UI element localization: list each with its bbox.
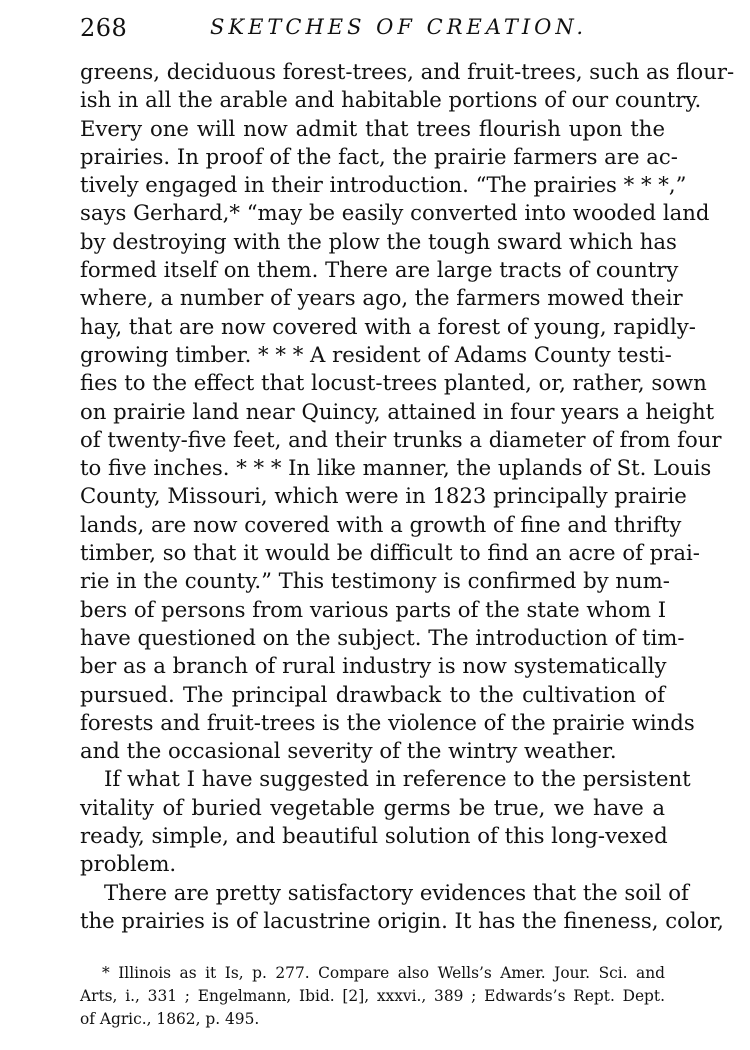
- text-line: the prairies is of lacustrine origin. It has the fineness, color,: [80, 907, 724, 933]
- text-line: bers of persons from various parts of the state whom I: [80, 596, 667, 622]
- text-line: vitality of buried vegetable germs be true, we have a: [80, 794, 665, 820]
- text-line: hay, that are now covered with a forest of young, rapidly-: [80, 313, 696, 339]
- text-line: There are pretty satisfactory evidences that the soil of: [104, 879, 689, 905]
- text-line: forests and fruit-trees is the violence of the prairie winds: [80, 709, 695, 735]
- footnote-line: Arts, i., 331 ; Engelmann, Ibid. [2], xxxvi., 389 ; Edwards’s Rept. Dept.: [80, 987, 665, 1005]
- text-line: by destroying with the plow the tough sward which has: [80, 228, 677, 254]
- page-number: 268: [80, 14, 128, 42]
- text-line: ish in all the arable and habitable portions of our country.: [80, 87, 702, 113]
- text-line: prairies. In proof of the fact, the prairie farmers are ac-: [80, 143, 678, 169]
- text-line: on prairie land near Quincy, attained in four years a height: [80, 398, 715, 424]
- footnote-line: * Illinois as it Is, p. 277. Compare also Wells’s Amer. Jour. Sci. and: [102, 964, 665, 982]
- text-line: greens, deciduous forest-trees, and fruit-trees, such as flour-: [80, 59, 735, 84]
- text-line: growing timber. * * * A resident of Adams County testi-: [80, 341, 672, 367]
- body-text: [80, 58, 735, 935]
- text-line: to five inches. * * * In like manner, the uplands of St. Louis: [80, 455, 712, 481]
- text-line: tively engaged in their introduction. “The prairies * * *,”: [80, 172, 687, 198]
- text-line: fies to the effect that locust-trees planted, or, rather, sown: [80, 370, 707, 396]
- text-line: ready, simple, and beautiful solution of this long-vexed: [80, 823, 668, 849]
- footnote: [80, 962, 665, 1031]
- text-line: rie in the county.” This testimony is confirmed by num-: [80, 568, 670, 594]
- footnote-line: of Agric., 1862, p. 495.: [80, 1010, 260, 1028]
- text-line: timber, so that it would be difficult to find an acre of prai-: [80, 540, 700, 566]
- running-title: SKETCHES OF CREATION.: [210, 15, 588, 39]
- text-line: of twenty-five feet, and their trunks a diameter of from four: [80, 426, 722, 452]
- text-line: says Gerhard,* “may be easily converted into wooded land: [80, 200, 710, 226]
- text-line: ber as a branch of rural industry is now systematically: [80, 653, 667, 679]
- text-line: formed itself on them. There are large tracts of country: [80, 257, 679, 283]
- text-line: Every one will now admit that trees flourish upon the: [80, 115, 665, 141]
- text-line: If what I have suggested in reference to the persistent: [104, 766, 691, 792]
- text-line: County, Missouri, which were in 1823 principally prairie: [80, 483, 687, 509]
- text-line: pursued. The principal drawback to the cultivation of: [80, 681, 665, 707]
- text-line: where, a number of years ago, the farmers mowed their: [80, 285, 683, 311]
- text-line: lands, are now covered with a growth of fine and thrifty: [80, 511, 682, 537]
- text-line: problem.: [80, 851, 177, 877]
- text-line: and the occasional severity of the wintry weather.: [80, 738, 617, 764]
- text-line: have questioned on the subject. The introduction of tim-: [80, 624, 685, 650]
